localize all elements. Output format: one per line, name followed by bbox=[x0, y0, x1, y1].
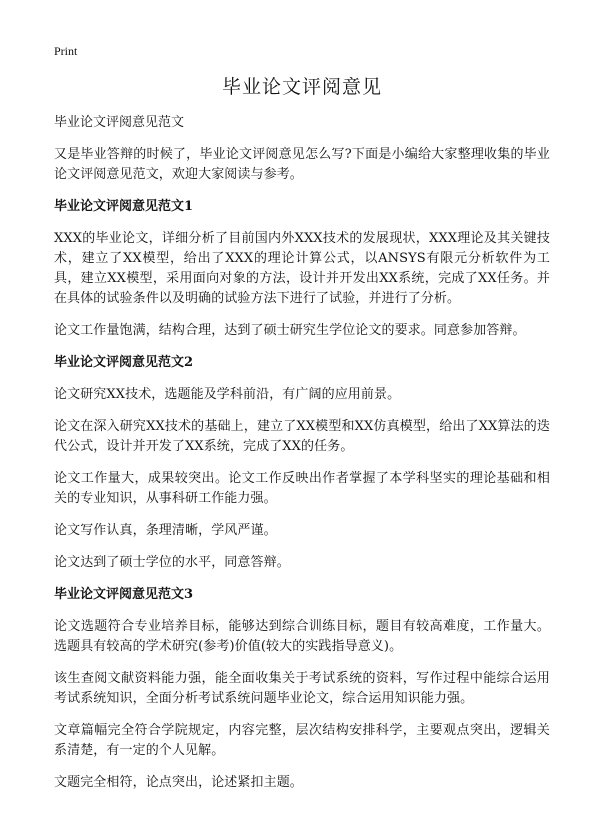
page-title: 毕业论文评阅意见 bbox=[221, 76, 382, 98]
paragraph: 文章篇幅完全符合学院规定，内容完整，层次结构安排科学，主要观点突出，逻辑关系清楚，有一定的个人见解。 bbox=[54, 723, 550, 758]
paragraph: 论文工作量大，成果较突出。论文工作反映出作者掌握了本学科坚实的理论基础和相关的专业知识，从事科研工作能力强。 bbox=[54, 471, 550, 506]
paragraph: 论文研究XX技术，选题能及学科前沿，有广阔的应用前景。 bbox=[54, 387, 401, 402]
section-heading: 毕业论文评阅意见范文1 bbox=[54, 199, 194, 214]
paragraph: 论文工作量饱满，结构合理，达到了硕士研究生学位论文的要求。同意参加答辩。 bbox=[54, 323, 526, 338]
paragraph: 论文选题符合专业培养目标，能够达到综合训练目标，题目有较高难度，工作量大。选题具有较高的学术研究(参考)价值(较大的实践指导意义)。 bbox=[54, 619, 550, 654]
paragraph: XXX的毕业论文，详细分析了目前国内外XXX技术的发展现状，XXX理论及其关键技术，建立了XX模型，给出了XXX的理论计算公式，以ANSYS有限元分析软件为工具，建立XX模型，采用面向对象的方法，设计并开发出XX系统，完成了XX任务。并在具体的试验条件以及明确的试验方法下进行了试验，并进行了分析。 bbox=[54, 231, 550, 306]
section-1 bbox=[54, 197, 550, 341]
print-link[interactable]: Print bbox=[54, 44, 78, 58]
paragraph: 该生查阅文献资料能力强，能全面收集关于考试系统的资料，写作过程中能综合运用考试系统知识，全面分析考试系统问题毕业论文，综合运用知识能力强。 bbox=[54, 671, 550, 706]
section-2 bbox=[54, 353, 550, 573]
section-heading: 毕业论文评阅意见范文3 bbox=[54, 587, 194, 602]
paragraph: 论文达到了硕士学位的水平，同意答辩。 bbox=[54, 555, 290, 570]
subtitle: 毕业论文评阅意见范文 bbox=[54, 115, 185, 130]
section-3 bbox=[54, 585, 550, 793]
paragraph: 文题完全相符，论点突出，论述紧扣主题。 bbox=[54, 775, 303, 790]
paragraph: 论文写作认真，条理清晰，学风严谨。 bbox=[54, 523, 277, 538]
section-heading: 毕业论文评阅意见范文2 bbox=[54, 355, 194, 370]
paragraph: 论文在深入研究XX技术的基础上，建立了XX模型和XX仿真模型，给出了XX算法的迭代公式，设计并开发了XX系统，完成了XX的任务。 bbox=[54, 419, 550, 454]
intro-paragraph: 又是毕业答辩的时候了，毕业论文评阅意见怎么写?下面是小编给大家整理收集的毕业论文评阅意见范文，欢迎大家阅读与参考。 bbox=[54, 147, 550, 182]
